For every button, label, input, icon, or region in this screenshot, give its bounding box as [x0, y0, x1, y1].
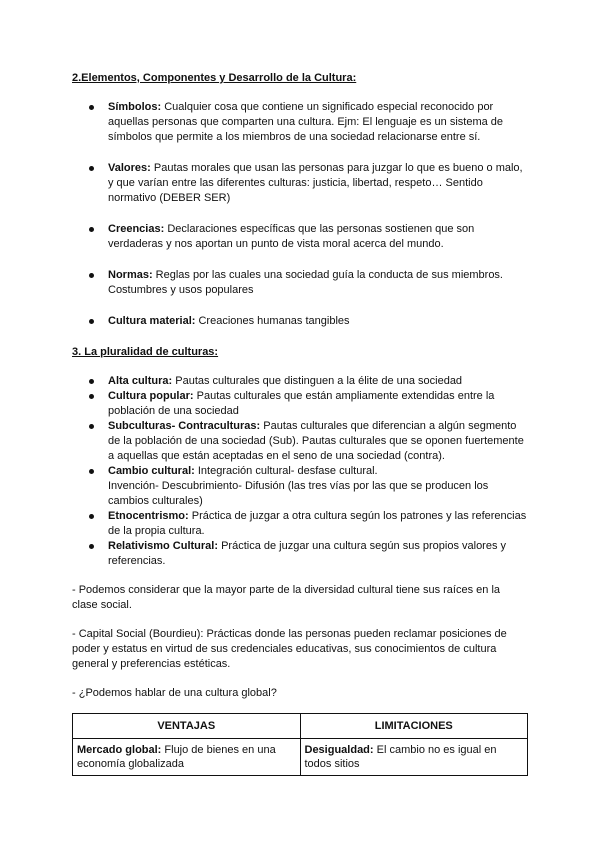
- bullet-icon: [89, 166, 94, 171]
- section-2-title: 2.Elementos, Componentes y Desarrollo de la Cultura:: [72, 72, 357, 84]
- column-header-limitaciones: LIMITACIONES: [300, 714, 528, 739]
- paragraph-capital-social: - Capital Social (Bourdieu): Prácticas donde las personas pueden reclamar posiciones de poder y estatus en virtud de sus credenciales educativas, sus conocimientos de cultura general y preferencias estéticas.: [72, 628, 507, 670]
- ventajas-limitaciones-table: [72, 713, 528, 776]
- list-item: Relativismo Cultural: Práctica de juzgar una cultura según sus propios valores y referencias.: [72, 539, 528, 569]
- bullet-icon: [89, 105, 94, 110]
- list-item: Símbolos: Cualquier cosa que contiene un significado especial reconocido por aquellas personas que comparten una cultura. Ejm: El lenguaje es un sistema de símbolos que permite a los miembros de una sociedad relacionarse entre sí.: [72, 100, 528, 145]
- table-cell: Mercado global: Flujo de bienes en una economía globalizada: [73, 739, 301, 776]
- list-item: Cultura popular: Pautas culturales que están ampliamente extendidas entre la población de una sociedad: [72, 389, 528, 419]
- list-item: Valores: Pautas morales que usan las personas para juzgar lo que es bueno o malo, y que varían entre las diferentes culturas: justicia, libertad, respeto… Sentido normativo (DEBER SER): [72, 161, 528, 206]
- list-item: Cambio cultural: Integración cultural- desfase cultural. Invención- Descubrimiento- Difusión (las tres vías por las que se producen los cambios culturales): [72, 464, 528, 509]
- table-header-row: [73, 714, 528, 739]
- section-3-title: 3. La pluralidad de culturas:: [72, 346, 219, 358]
- bullet-icon: [89, 227, 94, 232]
- paragraph-diversidad: - Podemos considerar que la mayor parte de la diversidad cultural tiene sus raíces en la clase social.: [72, 584, 501, 611]
- paragraph-cultura-global: - ¿Podemos hablar de una cultura global?: [72, 687, 277, 699]
- bullet-icon: [89, 273, 94, 278]
- bullet-icon: [89, 544, 94, 549]
- list-item: Normas: Reglas por las cuales una sociedad guía la conducta de sus miembros. Costumbres y usos populares: [72, 268, 528, 298]
- table-row: [73, 739, 528, 776]
- list-item: Creencias: Declaraciones específicas que las personas sostienen que son verdaderas y nos aportan un punto de vista moral acerca del mundo.: [72, 222, 528, 252]
- list-item: Cultura material: Creaciones humanas tangibles: [72, 314, 528, 329]
- bullet-icon: [89, 514, 94, 519]
- pluralidad-list: [72, 374, 528, 569]
- bullet-icon: [89, 379, 94, 384]
- list-item: Alta cultura: Pautas culturales que distinguen a la élite de una sociedad: [72, 374, 528, 389]
- bullet-icon: [89, 319, 94, 324]
- elements-list: [72, 100, 528, 329]
- column-header-ventajas: VENTAJAS: [73, 714, 301, 739]
- list-item: Subculturas- Contraculturas: Pautas culturales que diferencian a algún segmento de la población de una sociedad (Sub). Pautas culturales que se oponen fuertemente a aquellas que están aceptadas en el seno de una sociedad (contra).: [72, 419, 528, 464]
- list-item-extra: Invención- Descubrimiento- Difusión (las tres vías por las que se producen los cambios culturales): [108, 480, 489, 507]
- bullet-icon: [89, 424, 94, 429]
- document-page: [72, 71, 528, 776]
- bullet-icon: [89, 469, 94, 474]
- list-item: Etnocentrismo: Práctica de juzgar a otra cultura según los patrones y las referencias de la propia cultura.: [72, 509, 528, 539]
- bullet-icon: [89, 394, 94, 399]
- table-cell: Desigualdad: El cambio no es igual en todos sitios: [300, 739, 528, 776]
